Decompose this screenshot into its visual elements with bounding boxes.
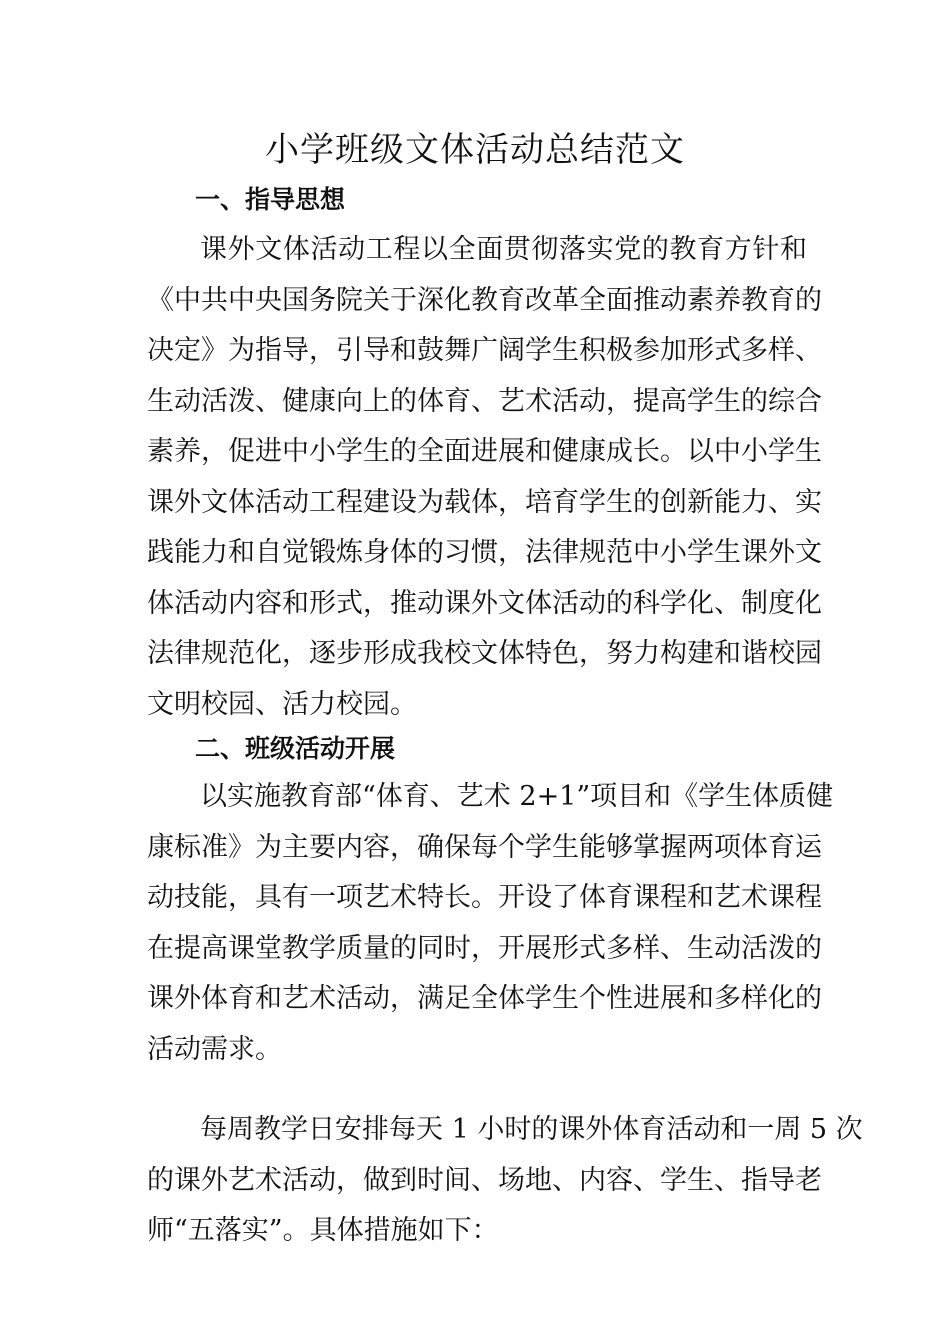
paragraph-line: 活动需求。 (147, 1033, 282, 1065)
paragraph-class-activities (147, 772, 834, 1075)
section-heading-guiding-ideology: 一、指导思想 (195, 185, 346, 214)
paragraph-line: 的课外艺术活动，做到时间、场地、内容、学生、指导老 (147, 1164, 822, 1196)
paragraph-line: 以实施教育部“体育、艺术 2+1”项目和《学生体质健 (200, 781, 834, 812)
paragraph-line: 每周教学日安排每天 1 小时的课外体育活动和一周 5 次 (200, 1114, 863, 1145)
paragraph-line: 《中共中央国务院关于深化教育改革全面推动素养教育的 (147, 284, 822, 316)
paragraph-weekly-schedule (147, 1105, 863, 1257)
paragraph-line: 课外文体活动工程以全面贯彻落实党的教育方针和 (200, 234, 807, 265)
paragraph-line: 体活动内容和形式，推动课外文体活动的科学化、制度化 (147, 587, 822, 619)
paragraph-line: 在提高课堂教学质量的同时，开展形式多样、生动活泼的 (147, 932, 822, 964)
paragraph-line: 课外文体活动工程建设为载体，培育学生的创新能力、实 (147, 486, 822, 518)
paragraph-line: 践能力和自觉锻炼身体的习惯，法律规范中小学生课外文 (147, 537, 822, 568)
paragraph-line: 法律规范化，逐步形成我校文体特色，努力构建和谐校园 (147, 638, 822, 669)
paragraph-line: 决定》为指导，引导和鼓舞广阔学生积极参加形式多样、 (147, 335, 822, 366)
paragraph-line: 生动活泼、健康向上的体育、艺术活动，提高学生的综合 (147, 385, 822, 417)
paragraph-line: 文明校园、活力校园。 (147, 688, 417, 720)
paragraph-line: 动技能，具有一项艺术特长。开设了体育课程和艺术课程 (147, 882, 822, 913)
document-title: 小学班级文体活动总结范文 (265, 130, 685, 170)
paragraph-line: 康标准》为主要内容，确保每个学生能够掌握两项体育运 (147, 831, 822, 863)
paragraph-guiding-ideology (147, 225, 822, 730)
paragraph-line: 课外体育和艺术活动，满足全体学生个性进展和多样化的 (147, 983, 822, 1014)
paragraph-line: 师“五落实”。具体措施如下： (147, 1215, 499, 1246)
paragraph-line: 素养，促进中小学生的全面进展和健康成长。以中小学生 (147, 436, 822, 467)
section-heading-class-activities: 二、班级活动开展 (195, 734, 396, 763)
